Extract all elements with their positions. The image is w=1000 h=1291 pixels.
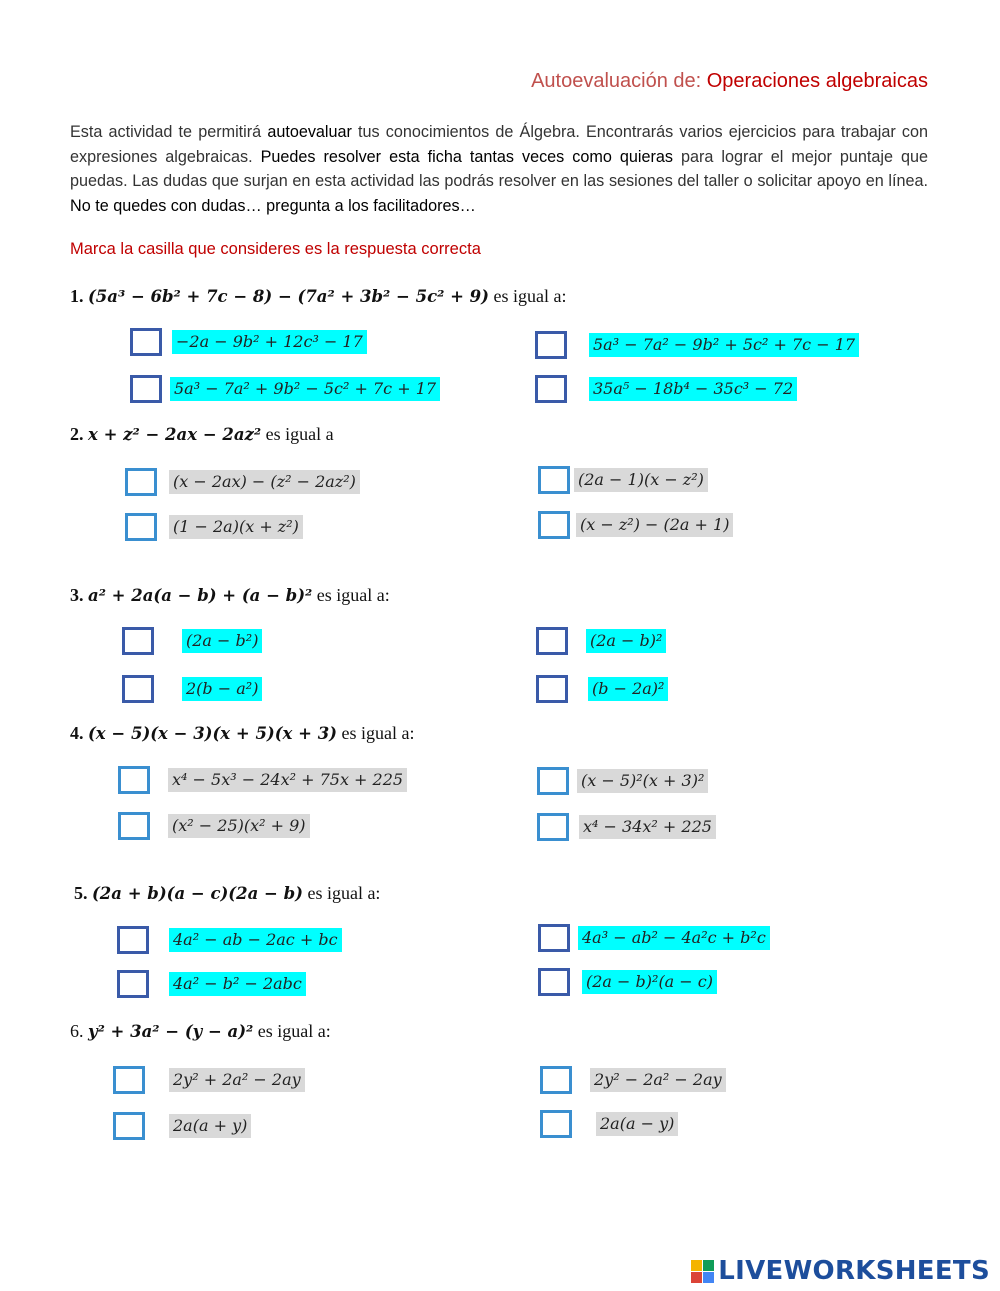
- liveworksheets-logo: [691, 1254, 990, 1288]
- question-expression: (5a³ − 6b² + 7c − 8) − (7a² + 3b² − 5c² + 9): [88, 287, 489, 306]
- question-suffix: es igual a:: [336, 723, 415, 743]
- worksheet-title: [531, 70, 928, 93]
- answer-checkbox[interactable]: [117, 970, 149, 998]
- intro-highlight: Puedes resolver esta ficha tantas veces como quieras: [260, 147, 673, 166]
- answer-checkbox[interactable]: [125, 513, 157, 541]
- question-5: [74, 883, 380, 904]
- question-expression: x + z² − 2ax − 2az²: [88, 425, 262, 444]
- question-expression: y² + 3a² − (y − a)²: [88, 1022, 254, 1041]
- answer-checkbox[interactable]: [537, 813, 569, 841]
- question-expression: (x − 5)(x − 3)(x + 5)(x + 3): [88, 724, 337, 743]
- option-label: (x − 5)²(x + 3)²: [577, 769, 708, 793]
- question-number: 6.: [70, 1021, 84, 1041]
- answer-checkbox[interactable]: [535, 375, 567, 403]
- question-6: [70, 1021, 331, 1042]
- title-topic: Operaciones algebraicas: [706, 70, 928, 92]
- intro-highlight: No te quedes con dudas… pregunta a los facilitadores…: [70, 196, 476, 215]
- answer-checkbox[interactable]: [130, 328, 162, 356]
- answer-checkbox[interactable]: [122, 675, 154, 703]
- question-expression: (2a + b)(a − c)(2a − b): [92, 884, 303, 903]
- option-label: 2y² − 2a² − 2ay: [590, 1068, 726, 1092]
- intro-paragraph: [70, 120, 928, 218]
- option-label: 2a(a − y): [596, 1112, 678, 1136]
- option-label: (1 − 2a)(x + z²): [169, 515, 303, 539]
- answer-checkbox[interactable]: [118, 766, 150, 794]
- intro-text: Esta actividad te permitirá: [70, 123, 268, 141]
- answer-checkbox[interactable]: [113, 1112, 145, 1140]
- option-label: 2a(a + y): [169, 1114, 251, 1138]
- answer-checkbox[interactable]: [122, 627, 154, 655]
- question-suffix: es igual a: [261, 424, 334, 444]
- option-label: (2a − b)²(a − c): [582, 970, 717, 994]
- title-prefix: Autoevaluación de:: [531, 70, 707, 92]
- intro-text: para lograr el mejor puntaje que puedas. Las dudas que surjan en esta actividad las podrás resolver en las sesiones del taller o solicitar apoyo en línea.: [70, 147, 928, 190]
- option-label: (2a − 1)(x − z²): [574, 468, 708, 492]
- question-suffix: es igual a:: [253, 1021, 331, 1041]
- answer-checkbox[interactable]: [538, 511, 570, 539]
- question-number: 3.: [70, 585, 84, 605]
- answer-checkbox[interactable]: [538, 924, 570, 952]
- question-number: 1.: [70, 286, 84, 306]
- option-label: 5a³ − 7a² − 9b² + 5c² + 7c − 17: [589, 333, 859, 357]
- question-expression: a² + 2a(a − b) + (a − b)²: [88, 586, 313, 605]
- answer-checkbox[interactable]: [113, 1066, 145, 1094]
- logo-mark-icon: [691, 1260, 714, 1283]
- logo-text: LIVEWORKSHEETS: [718, 1256, 990, 1286]
- option-label: 35a⁵ − 18b⁴ − 35c³ − 72: [589, 377, 797, 401]
- answer-checkbox[interactable]: [130, 375, 162, 403]
- question-suffix: es igual a:: [302, 883, 381, 903]
- option-label: 4a³ − ab² − 4a²c + b²c: [578, 926, 770, 950]
- question-4: [70, 723, 414, 744]
- option-label: (2a − b²): [182, 629, 262, 653]
- answer-checkbox[interactable]: [540, 1110, 572, 1138]
- answer-checkbox[interactable]: [540, 1066, 572, 1094]
- option-label: x⁴ − 5x³ − 24x² + 75x + 225: [168, 768, 407, 792]
- answer-checkbox[interactable]: [535, 331, 567, 359]
- option-label: x⁴ − 34x² + 225: [579, 815, 716, 839]
- option-label: (x − 2ax) − (z² − 2az²): [169, 470, 360, 494]
- answer-checkbox[interactable]: [117, 926, 149, 954]
- question-1: [70, 286, 566, 307]
- option-label: 2y² + 2a² − 2ay: [169, 1068, 305, 1092]
- intro-text: tus conocimientos de Álgebra. Encontrarás varios ejercicios para trabajar con expresiones algebraicas.: [70, 123, 928, 166]
- question-number: 2.: [70, 424, 84, 444]
- question-number: 4.: [70, 723, 84, 743]
- option-label: 4a² − ab − 2ac + bc: [169, 928, 342, 952]
- instruction-text: Marca la casilla que consideres es la respuesta correcta: [70, 240, 481, 258]
- answer-checkbox[interactable]: [538, 466, 570, 494]
- option-label: 5a³ − 7a² + 9b² − 5c² + 7c + 17: [170, 377, 440, 401]
- question-suffix: es igual a:: [312, 585, 390, 605]
- option-label: (x² − 25)(x² + 9): [168, 814, 310, 838]
- answer-checkbox[interactable]: [537, 767, 569, 795]
- answer-checkbox[interactable]: [536, 627, 568, 655]
- question-3: [70, 585, 390, 606]
- option-label: −2a − 9b² + 12c³ − 17: [172, 330, 367, 354]
- option-label: (b − 2a)²: [588, 677, 668, 701]
- question-number: 5.: [74, 883, 88, 903]
- answer-checkbox[interactable]: [118, 812, 150, 840]
- option-label: 2(b − a²): [182, 677, 262, 701]
- option-label: (x − z²) − (2a + 1): [576, 513, 733, 537]
- answer-checkbox[interactable]: [536, 675, 568, 703]
- question-2: [70, 424, 334, 445]
- question-suffix: es igual a:: [488, 286, 567, 306]
- intro-highlight: autoevaluar: [267, 123, 352, 141]
- answer-checkbox[interactable]: [125, 468, 157, 496]
- option-label: 4a² − b² − 2abc: [169, 972, 306, 996]
- option-label: (2a − b)²: [586, 629, 666, 653]
- answer-checkbox[interactable]: [538, 968, 570, 996]
